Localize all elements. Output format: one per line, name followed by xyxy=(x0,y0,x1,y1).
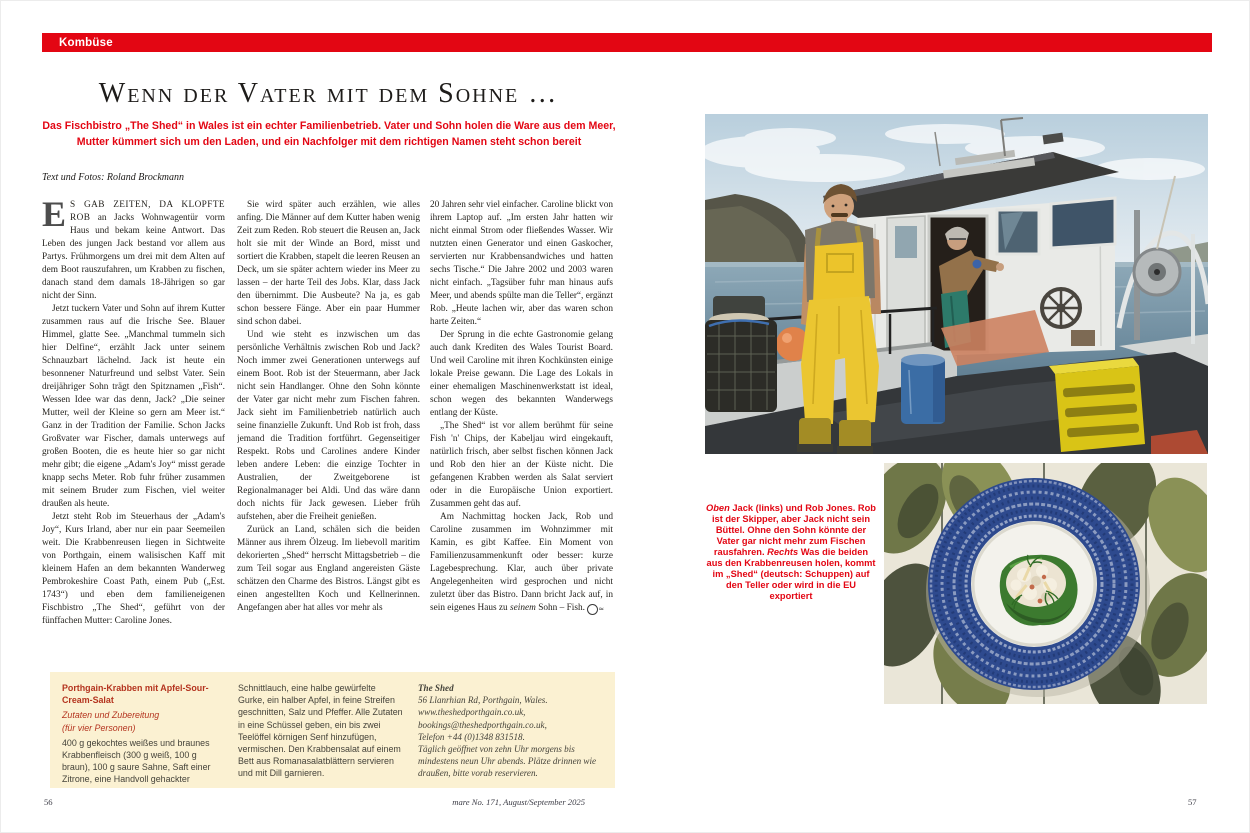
article-byline: Text und Fotos: Roland Brockmann xyxy=(42,172,185,183)
paragraph: Der Sprung in die echte Gastronomie gelang auch dank Krediten des Wales Tourist Board. Und weil Caroline mit ihren Kochkünsten einige lokale Preise gewann. Die Lage des Lokals in einer ehemaligen Maschinenwerkstatt ist ideal, schon wegen des bekannten Wanderwegs entlang der Küste. xyxy=(430,330,613,418)
paragraph: Zurück an Land, schälen sich die beiden Männer aus ihrem Ölzeug. Im liebevoll maritim dekorierten „Shed“ herrscht Mittagsbetrieb – die zum Teil sogar aus England angereisten Gäste schätzen den Charme des Bistros. Längst gibt es einen angestellten Koch und Kellnerinnen. Angefangen aber hat alles vor mehr als xyxy=(237,525,420,613)
caption-text-top: Jack (links) und Rob Jones. Rob ist der Skipper, aber Jack nicht sein Büttel. Ohne den Sohn könnte der Vater gar nicht mehr zum Fischen rausfahren. xyxy=(711,503,876,557)
recipe-ingredients-2: Schnittlauch, eine halbe gewürfelte Gurke, ein halber Apfel, in feine Streifen geschnitten, Salz und Pfeffer. Alle Zutaten in eine Schüssel geben, ein bis zwei Teelöffel körnigen Senf hinzufügen, vermischen. Den Krabbensalat auf einem Bett aus Romanasalatblättern servieren und mit Dill garnieren. xyxy=(238,683,403,779)
recipe-column-3 xyxy=(418,682,604,780)
caption-label-oben: Oben xyxy=(706,503,730,513)
recipe-heading: Porthgain-Krabben mit Apfel-Sour-Cream-Salat xyxy=(62,683,209,706)
imprint-line: mare No. 171, August/September 2025 xyxy=(452,797,585,807)
article-standfirst: Das Fischbistro „The Shed“ in Wales ist ein echter Familienbetrieb. Vater und Sohn holen die Ware aus dem Meer, Mutter kümmert sich um den Laden, und ein Nachfolger mit dem richtigen Namen steht schon bereit xyxy=(42,120,616,148)
article-end-mark-icon: ≈ xyxy=(587,604,598,615)
caption-label-rechts: Rechts xyxy=(767,547,799,557)
fishing-boat-illustration xyxy=(705,114,1208,454)
paragraph: 20 Jahren sehr viel einfacher. Caroline blickt von ihrem Laptop auf. „Im ersten Jahr hatten wir nicht einmal Strom oder fließendes Wasser. Wir nutzten einen Generator und einen Gaskocher, servierten nur Krabbensandwiches und hatten sechs Tische.“ Die Jahre 2002 und 2003 waren nicht einfach. „Tagsüber fuhr man hinaus aufs Meer, und abends spülte man die Teller“, ergänzt Rob. „Heute lachen wir, aber das waren schon harte Zeiten.“ xyxy=(430,200,613,327)
restaurant-phone: Telefon +44 (0)1348 831518. xyxy=(418,731,525,742)
restaurant-name: The Shed xyxy=(418,683,454,693)
paragraph: „The Shed“ ist vor allem berühmt für seine Fish 'n' Chips, der Kabeljau wird eingekauft, natürlich frisch, aber selbst fischen können Jack und Rob den hier an der Küste nicht. Die gefangenen Krabben werden als Salat serviert oder in die Europäische Union exportiert. Zusammen geht das auf. xyxy=(430,421,613,509)
paragraph: Jetzt steht Rob im Steuerhaus der „Adam's Joy“, Kurs Irland, aber nur ein paar Seemeilen weit. Die Krabbenreusen liegen in Sichtweite von Porthgain, einem walisischen Kaff mit kleinem Hafen an dem bekannten Wanderweg Pembrokeshire Coast Path, einem Pub („Est. 1743“) und eben dem familieneigenen Fischbistro „The Shed“, geführt von der fünffachen Mutter: Caroline Jones. xyxy=(42,512,225,626)
recipe-box xyxy=(50,672,615,788)
text-column-1 xyxy=(42,199,225,663)
rubric-bar xyxy=(42,33,1212,52)
paragraph-text: Am Nachmittag hocken Jack, Rob und Caroline zusammen im Wohnzimmer mit Kamin, es gibt Kaffee. Ein Moment von Familienzusammenkunft oder besser: kurze Lagebesprechung. Klar, auch über private Angelegenheiten wird gesprochen und nicht zuletzt über das Bistro. Dann bricht Jack auf, in sein eigenes Haus zu xyxy=(430,512,613,613)
text-column-2 xyxy=(237,199,420,663)
paragraph: Sie wird später auch erzählen, wie alles anfing. Die Männer auf dem Kutter haben wenig Zeit zum Reden. Rob steuert die Reusen an, Jack holt sie mit der Winde an Bord, misst und sortiert die Krabben, stapelt die leeren Reusen an Deck, um sie später achtern wieder ins Meer zu lassen – der harte Teil des Jobs. Klar, dass Jack den übernimmt. Die Ausbeute? Na ja, es gab schon bessere Fänge. Aber ein paar Hummer sind schon dabei. xyxy=(237,200,420,327)
recipe-column-2 xyxy=(238,682,404,780)
paragraph-text: Sohn – Fish. xyxy=(535,603,585,613)
paragraph-text: an Jacks Wohnwagentür vorm Haus und bekam keine Antwort. Das Leben des jungen Jack bestand vor allem aus Partys. Frühmorgens um drei mit dem Alten auf dem Boot rauszufahren, um Krabben zu fischen, danach stand dem damals 18-Jährigen so gar nicht der Sinn. xyxy=(42,213,225,301)
drop-cap: E xyxy=(42,199,67,234)
restaurant-website: www.theshedporthgain.co.uk, xyxy=(418,707,526,718)
recipe-subtitle: Zutaten und Zubereitung xyxy=(62,710,160,721)
crab-salad-illustration xyxy=(884,463,1207,704)
paragraph xyxy=(430,511,613,615)
recipe-column-1 xyxy=(62,682,224,786)
paragraph xyxy=(42,199,225,303)
rubric-label: Kombüse xyxy=(59,36,113,49)
restaurant-address: 56 Llanrhian Rd, Porthgain, Wales. xyxy=(418,695,548,706)
fishing-boat-photo xyxy=(705,114,1208,454)
article-title: Wenn der Vater mit dem Sohne … xyxy=(98,78,559,109)
paragraph: Und wie steht es inzwischen um das persönliche Verhältnis zwischen Rob und Jack? Noch immer zwei Generationen unterwegs auf einem Boot. Rob ist der Steuermann, aber Jack nicht sein Handlanger. Ohne den Sohn könnte der Vater gar nicht mehr zum Fischen fahren. Jack sieht im Familienbetrieb natürlich auch seine finanzielle Zukunft. Und Rob ist froh, dass jemand die Tradition fortführt. Gegenseitiger Respekt. Robs und Carolines andere Kinder leben andere Leben: die einzige Tochter in Australien, der Zweitgeborene ist Regionalmanager bei Aldi. Und das wäre dann doch nichts für Jack gewesen. Lieber früh aufstehen, aber die Freiheit genießen. xyxy=(237,330,420,522)
photo-caption xyxy=(706,503,876,602)
page-number-left: 56 xyxy=(44,797,53,807)
crab-salad-photo xyxy=(884,463,1207,704)
italic-word: seinem xyxy=(510,603,536,613)
restaurant-hours: Täglich geöffnet von zehn Uhr morgens bis mindestens neun Uhr abends. Plätze drinnen wie draußen, bitte vorab reservieren. xyxy=(418,744,597,779)
lead-in-caps: S GAB ZEITEN, DA KLOPFTE ROB xyxy=(70,200,225,223)
text-column-3 xyxy=(430,199,613,663)
restaurant-email: bookings@theshedporthgain.co.uk, xyxy=(418,719,547,730)
paragraph: Jetzt tuckern Vater und Sohn auf ihrem Kutter zusammen raus auf die Irische See. Blauer Himmel, glatte See. „Manchmal tummeln sich hier Delfine“, erzählt Jack unter seinem Schnauzbart lächelnd. Jack ist heute ein besonnener Naturfreund und selbst Vater. Sein dreijähriger Sohn trägt den Spitznamen „Fish“. Wessen Idee war das denn, Jack? „Die seiner Mutter, weil der Kleine so gern am Meer ist.“ Ganz in der Tradition der Familie. Schon Jacks Großvater war Fischer, damals unterwegs auf großen Booten, die es heute hier so gar nicht mehr gibt; die eigene „Adam's Joy“ misst gerade knapp sechs Meter. Rob fuhr früher zusammen mit seinem Bruder zum Fischen, viel weiter draußen als heute. xyxy=(42,304,225,509)
recipe-ingredients-1: 400 g gekochtes weißes und braunes Krabbenfleisch (300 g weiß, 100 g braun), 100 g saure Sahne, Saft einer Zitrone, eine Handvoll gehackter xyxy=(62,737,211,785)
page-number-right: 57 xyxy=(1188,797,1197,807)
recipe-serving-note: (für vier Personen) xyxy=(62,722,136,733)
caption-text-right: Was die beiden aus den Krabbenreusen holen, kommt im „Shed“ (deutsch: Schuppen) auf den Teller oder wird in die EU exportiert xyxy=(706,547,876,601)
